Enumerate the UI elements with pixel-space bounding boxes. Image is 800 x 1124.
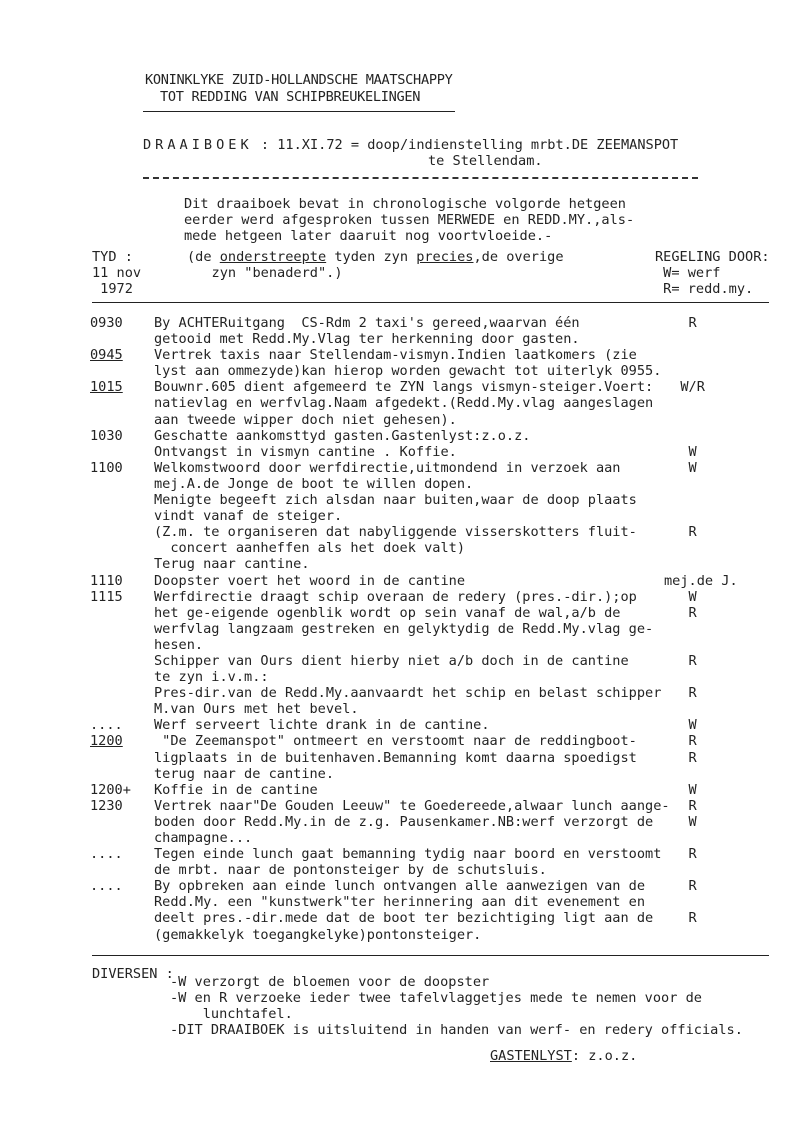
diversen-list bbox=[170, 974, 743, 1038]
row-regeling: mej.de J. bbox=[664, 572, 738, 589]
timing-note bbox=[187, 249, 564, 281]
diversen-item: lunchtafel. bbox=[170, 1006, 293, 1022]
diversen-item: -DIT DRAAIBOEK is uitsluitend in handen van werf- en redery officials. bbox=[170, 1022, 743, 1038]
note-text: (de bbox=[187, 249, 220, 265]
row-regeling: W bbox=[664, 781, 697, 798]
table-row bbox=[0, 798, 800, 846]
row-time: 1015 bbox=[90, 379, 123, 396]
row-description: Werf serveert lichte drank in de cantine. bbox=[154, 717, 490, 734]
table-row bbox=[0, 782, 800, 798]
row-regeling: R R bbox=[688, 878, 697, 927]
diversen-label: DIVERSEN : bbox=[92, 966, 174, 982]
row-description: Doopster voert het woord in de cantine bbox=[154, 572, 465, 589]
row-time: 1230 bbox=[90, 797, 123, 814]
organization-subtitle: TOT REDDING VAN SCHIPBREUKELINGEN bbox=[160, 89, 421, 105]
note-text: ,de overige bbox=[473, 249, 564, 265]
dashed-divider bbox=[143, 177, 698, 179]
title-text: : 11.XI.72 = doop/indienstelling mrbt.DE ZEEMANSPOT bbox=[252, 137, 679, 153]
row-regeling: W R R R bbox=[688, 588, 697, 702]
table-row bbox=[0, 589, 800, 718]
row-time: 1110 bbox=[90, 572, 123, 589]
title-location: te Stellendam. bbox=[428, 153, 543, 169]
row-time: 1030 bbox=[90, 427, 123, 444]
row-description: Werfdirectie draagt schip overaan de redery (pres.-dir.);op het ge-eigende ogenblik wordt op sein vanaf de wal,a/b de werfvlag langzaam gestreken en gelyktydig de Redd.My.vlag ge- hesen. Schipper van Ours dient hierby niet a/b doch in de cantine te zyn i.v.m.: Pres-dir.van de Redd.My.aanvaardt het schip en belast schipper M.van Ours met het bevel. bbox=[154, 588, 662, 718]
row-time: 0945 bbox=[90, 347, 123, 364]
row-description: "De Zeemanspot" ontmeert en verstoomt naar de reddingboot- ligplaats in de buitenhaven.Bemanning komt daarna spoedigst terug naar de cantine. bbox=[154, 733, 637, 782]
table-row bbox=[0, 315, 800, 347]
table-end-rule bbox=[92, 955, 769, 956]
row-time: 0930 bbox=[90, 315, 123, 331]
row-description: Koffie in de cantine bbox=[154, 781, 318, 798]
row-description: Tegen einde lunch gaat bemanning tydig naar boord en verstoomt de mrbt. naar de pontonsteiger by de schutsluis. bbox=[154, 846, 662, 879]
note-text: tyden zyn bbox=[326, 249, 417, 265]
row-time: 1200 bbox=[90, 733, 123, 750]
header-line: R= redd.my. bbox=[655, 281, 754, 297]
table-row bbox=[0, 428, 800, 460]
header-rule bbox=[143, 111, 455, 112]
row-description: Vertrek naar"De Gouden Leeuw" te Goedereede,alwaar lunch aange- boden door Redd.My.in de z.g. Pausenkamer.NB:werf verzorgt de champagne... bbox=[154, 797, 670, 846]
note-line: zyn "benaderd".) bbox=[187, 265, 343, 281]
row-regeling: R R bbox=[688, 733, 697, 766]
note-underlined: onderstreepte bbox=[219, 249, 327, 265]
row-time: .... bbox=[90, 717, 123, 734]
regeling-column-header bbox=[655, 249, 770, 297]
row-description: Geschatte aankomsttyd gasten.Gastenlyst:z.o.z. Ontvangst in vismyn cantine . Koffie. bbox=[154, 427, 531, 460]
header-line: 11 nov bbox=[92, 265, 142, 281]
schedule-table bbox=[0, 315, 800, 943]
table-row bbox=[0, 733, 800, 781]
time-column-header bbox=[92, 249, 141, 297]
table-row bbox=[0, 460, 800, 573]
intro-paragraph bbox=[184, 196, 634, 244]
row-time: 1200+ bbox=[90, 781, 131, 798]
row-regeling: W/R bbox=[664, 379, 705, 396]
header-line: TYD : bbox=[92, 249, 133, 265]
row-regeling bbox=[664, 347, 784, 379]
header-line: REGELING DOOR: bbox=[655, 249, 770, 265]
header-line: W= werf bbox=[655, 265, 721, 281]
diversen-item: -W verzorgt de bloemen voor de doopster bbox=[170, 974, 490, 990]
gastenlyst-label: GASTENLYST bbox=[490, 1048, 572, 1064]
row-time: .... bbox=[90, 878, 123, 895]
row-description: By ACHTERuitgang CS-Rdm 2 taxi's gereed,waarvan één getooid met Redd.My.Vlag ter herkenning door gasten. bbox=[154, 315, 580, 348]
table-row bbox=[0, 717, 800, 733]
table-row bbox=[0, 846, 800, 878]
row-time: .... bbox=[90, 846, 123, 863]
row-description: Vertrek taxis naar Stellendam-vismyn.Indien laatkomers (zie lyst aan ommezyde)kan hierop worden gewacht tot uiterlyk 0955. bbox=[154, 347, 662, 380]
title-label: DRAAIBOEK bbox=[143, 137, 253, 153]
gastenlyst-note bbox=[490, 1048, 637, 1064]
row-description: By opbreken aan einde lunch ontvangen alle aanwezigen van de Redd.My. een "kunstwerk"ter herinnering aan dit evenement en deelt pres.-dir.mede dat de boot ter bezichtiging ligt aan de (gemakkelyk toegangkelyke)pontonsteiger. bbox=[154, 878, 654, 943]
row-description: Welkomstwoord door werfdirectie,uitmondend in verzoek aan mej.A.de Jonge de boot te willen dopen. Menigte begeeft zich alsdan naar buiten,waar de doop plaats vindt vanaf de steiger. (Z.m. te organiseren dat nabyliggende visserskotters fluit- concert aanheffen als het doek valt) Terug naar cantine. bbox=[154, 459, 637, 573]
table-row bbox=[0, 573, 800, 589]
table-header-rule bbox=[92, 302, 769, 303]
intro-line: mede hetgeen later daaruit nog voortvloeide.- bbox=[184, 228, 553, 244]
row-regeling: R bbox=[664, 315, 697, 331]
row-regeling: W bbox=[688, 443, 697, 460]
row-time: 1115 bbox=[90, 588, 123, 605]
row-regeling: R W bbox=[688, 797, 697, 830]
intro-line: Dit draaiboek bevat in chronologische volgorde hetgeen bbox=[184, 196, 626, 212]
row-regeling: W R bbox=[688, 459, 697, 541]
gastenlyst-suffix: : z.o.z. bbox=[571, 1048, 638, 1064]
table-row bbox=[0, 878, 800, 942]
document-title bbox=[143, 137, 678, 153]
table-row bbox=[0, 347, 800, 379]
row-time: 1100 bbox=[90, 459, 123, 476]
row-regeling: W bbox=[664, 717, 697, 734]
row-regeling: R bbox=[664, 846, 697, 863]
table-row bbox=[0, 379, 800, 427]
row-description: Bouwnr.605 dient afgemeerd te ZYN langs vismyn-steiger.Voert: natievlag en werfvlag.Naam afgedekt.(Redd.My.vlag aangeslagen aan tweede wipper doch niet gehesen). bbox=[154, 379, 654, 428]
note-underlined: precies bbox=[416, 249, 474, 265]
diversen-item: -W en R verzoeke ieder twee tafelvlaggetjes mede te nemen voor de bbox=[170, 990, 702, 1006]
intro-line: eerder werd afgesproken tussen MERWEDE en REDD.MY.,als- bbox=[184, 212, 635, 228]
header-line: 1972 bbox=[92, 281, 133, 297]
organization-name: KONINKLYKE ZUID-HOLLANDSCHE MAATSCHAPPY bbox=[145, 72, 453, 88]
